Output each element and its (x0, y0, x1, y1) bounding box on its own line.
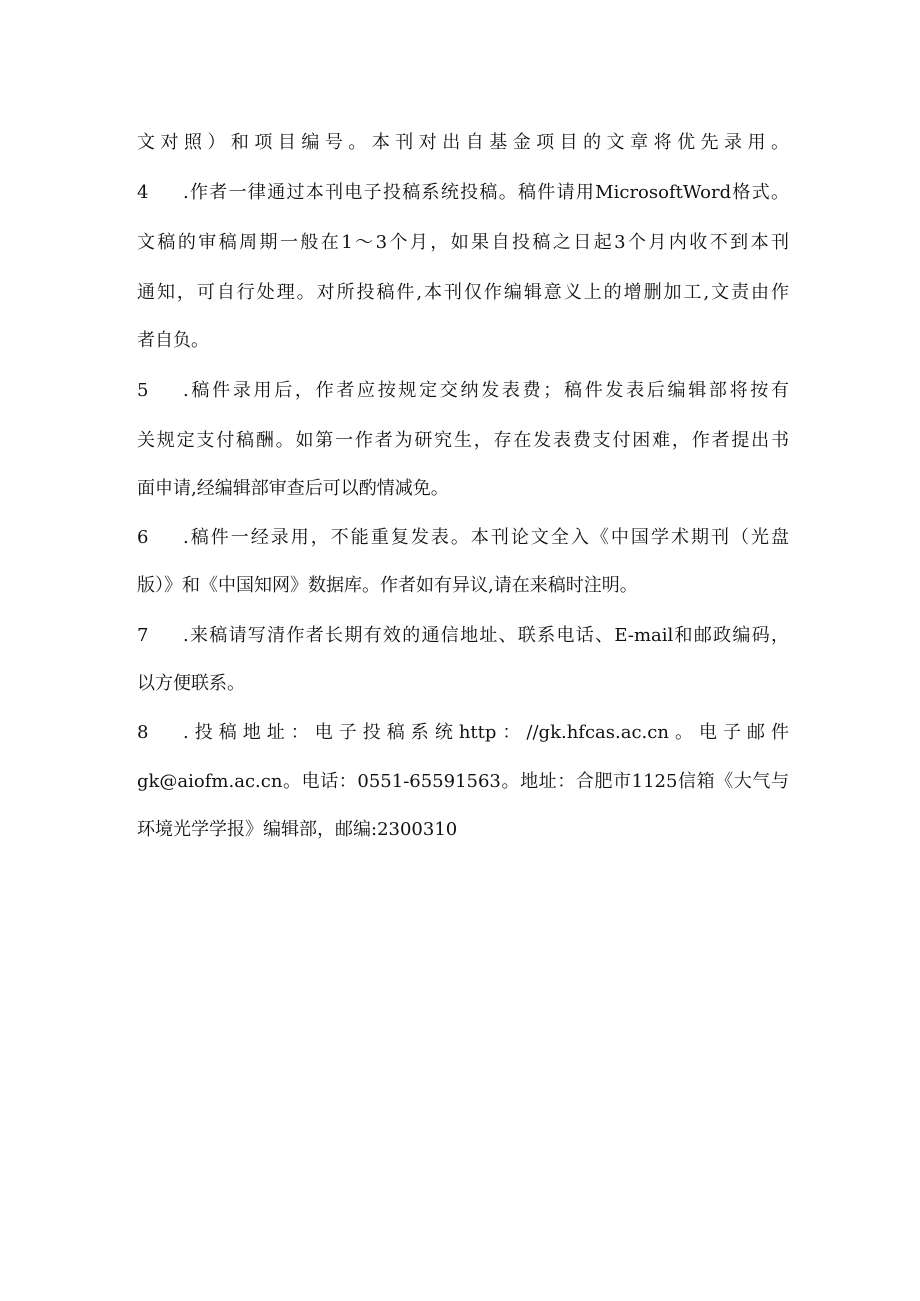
text-line-1 (137, 131, 789, 155)
line-text: 文对照）和项目编号。本刊对出自基金项目的文章将优先录用。 (137, 132, 789, 153)
text-line-4 (137, 281, 789, 305)
list-item-6 (137, 526, 789, 550)
line-text: 面申请,经编辑部审查后可以酌情减免。 (137, 478, 449, 499)
item-number: 5 (137, 380, 149, 401)
line-text: 通知，可自行处理。对所投稿件,本刊仅作编辑意义上的增删加工,文责由作 (137, 282, 789, 303)
line-text: .稿件录用后，作者应按规定交纳发表费；稿件发表后编辑部将按有 (183, 380, 789, 401)
text-line-14 (137, 770, 789, 794)
item-number: 6 (137, 527, 149, 548)
text-line-3 (137, 231, 789, 255)
text-line-10 (137, 574, 789, 598)
line-text: 以方便联系。 (137, 673, 245, 694)
list-item-8 (137, 721, 789, 745)
list-item-5 (137, 379, 789, 403)
line-text: .作者一律通过本刊电子投稿系统投稿。稿件请用MicrosoftWord格式。 (183, 182, 789, 203)
text-line-5 (137, 329, 789, 353)
text-line-15 (137, 818, 789, 842)
list-item-7 (137, 624, 789, 648)
text-line-12 (137, 672, 789, 696)
line-text: 者自负。 (137, 330, 209, 351)
line-text: .投稿地址：电子投稿系统http：//gk.hfcas.ac.cn。电子邮件 (183, 722, 789, 743)
item-number: 8 (137, 722, 149, 743)
item-number: 7 (137, 625, 149, 646)
line-text: 关规定支付稿酬。如第一作者为研究生，存在发表费支付困难，作者提出书 (137, 430, 789, 451)
line-text: .稿件一经录用，不能重复发表。本刊论文全入《中国学术期刊（光盘 (183, 527, 789, 548)
item-number: 4 (137, 182, 149, 203)
line-text: gk@aiofm.ac.cn。电话：0551-65591563。地址：合肥市1125信箱《大气与 (137, 771, 789, 792)
line-text: .来稿请写清作者长期有效的通信地址、联系电话、E-mail和邮政编码， (183, 625, 789, 646)
list-item-4 (137, 181, 789, 205)
text-line-8 (137, 477, 789, 501)
line-text: 版）》和《中国知网》数据库。作者如有异议,请在来稿时注明。 (137, 575, 638, 596)
text-line-7 (137, 429, 789, 453)
line-text: 环境光学学报》编辑部，邮编:2300310 (137, 819, 458, 840)
line-text: 文稿的审稿周期一般在1～3个月，如果自投稿之日起3个月内收不到本刊 (137, 232, 789, 253)
